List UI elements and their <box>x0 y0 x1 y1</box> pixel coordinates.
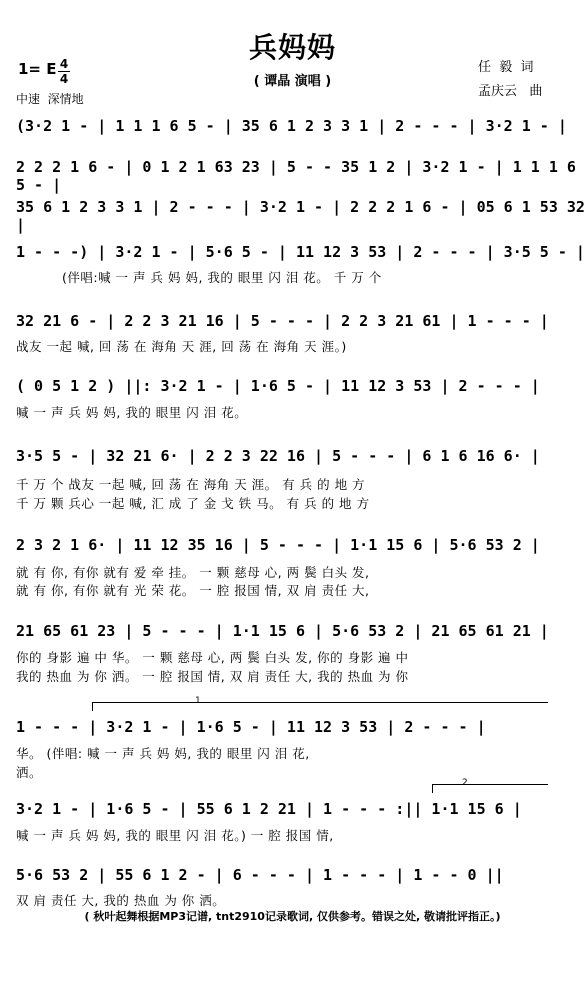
volta-first-ending <box>92 702 548 711</box>
tempo-marking: 中速 深情地 <box>16 92 84 106</box>
score-row-9-lyrics-2: 我的 热血 为 你 洒。 一 腔 报国 情, 双 肩 责任 大, 我的 热血 为 你 <box>16 669 409 684</box>
time-signature-bottom: 4 <box>59 72 69 86</box>
singer-credit: ( 谭晶 演唱 ) <box>253 74 332 89</box>
key-signature: 1= E <box>18 60 57 78</box>
transcription-note: ( 秋叶起舞根据MP3记谱, tnt2910记录歌词, 仅供参考。错误之处, 敬请批评指正。) <box>84 910 501 923</box>
time-signature-top: 4 <box>59 57 69 71</box>
score-row-12-lyrics-1: 双 肩 责任 大, 我的 热血 为 你 洒。 <box>16 893 226 908</box>
lyricist-credit: 任 毅 词 <box>478 60 534 75</box>
score-row-9-lyrics-1: 你的 身影 遍 中 华。 一 颗 慈母 心, 两 鬓 白头 发, 你的 身影 遍 中 <box>16 650 409 665</box>
score-row-5-notes: 32 21 6 - | 2 2 3 21 16 | 5 - - - | 2 2 3 21 61 | 1 - - - | <box>16 312 549 330</box>
score-row-4-lyrics-1: (伴唱:喊 一 声 兵 妈 妈, 我的 眼里 闪 泪 花。 千 万 个 <box>62 270 382 285</box>
score-row-9-notes: 21 65 61 23 | 5 - - - | 1·1 15 6 | 5·6 53 2 | 21 65 61 21 | <box>16 622 549 640</box>
volta-first-number: 1 <box>195 696 201 706</box>
score-row-12-notes: 5·6 53 2 | 55 6 1 2 - | 6 - - - | 1 - - - | 1 - - 0 || <box>16 866 504 884</box>
score-row-5-lyrics-1: 战友 一起 喊, 回 荡 在 海角 天 涯, 回 荡 在 海角 天 涯。) <box>16 339 347 354</box>
score-row-8-lyrics-2: 就 有 你, 有你 就有 光 荣 花。 一 腔 报国 情, 双 肩 责任 大, <box>16 583 370 598</box>
score-row-6-notes: ( 0 5 1 2 ) ||: 3·2 1 - | 1·6 5 - | 11 12 3 53 | 2 - - - | <box>16 377 540 395</box>
score-row-10-lyrics-2: 洒。 <box>16 765 43 780</box>
song-title: 兵妈妈 <box>248 31 336 64</box>
composer-credit: 孟庆云 曲 <box>478 84 543 99</box>
score-row-8-notes: 2 3 2 1 6· | 11 12 35 16 | 5 - - - | 1·1 15 6 | 5·6 53 2 | <box>16 536 540 554</box>
time-signature <box>58 58 70 85</box>
volta-second-number: 2 <box>462 778 468 788</box>
score-row-3-notes: 35 6 1 2 3 3 1 | 2 - - - | 3·2 1 - | 2 2 2 1 6 - | 05 6 1 53 32 | <box>16 198 585 234</box>
score-row-7-lyrics-1: 千 万 个 战友 一起 喊, 回 荡 在 海角 天 涯。 有 兵 的 地 方 <box>16 477 366 492</box>
score-row-11-notes: 3·2 1 - | 1·6 5 - | 55 6 1 2 21 | 1 - - - :|| 1·1 15 6 | <box>16 800 522 818</box>
score-row-10-notes: 1 - - - | 3·2 1 - | 1·6 5 - | 11 12 3 53 | 2 - - - | <box>16 718 486 736</box>
volta-second-ending <box>432 784 548 793</box>
score-row-6-lyrics-1: 喊 一 声 兵 妈 妈, 我的 眼里 闪 泪 花。 <box>16 405 248 420</box>
score-row-2-notes: 2 2 2 1 6 - | 0 1 2 1 63 23 | 5 - - 35 1 2 | 3·2 1 - | 1 1 1 6 5 - | <box>16 158 576 194</box>
score-row-4-notes: 1 - - -) | 3·2 1 - | 5·6 5 - | 11 12 3 53 | 2 - - - | 3·5 5 - | <box>16 243 585 261</box>
score-row-8-lyrics-1: 就 有 你, 有你 就有 爱 牵 挂。 一 颗 慈母 心, 两 鬓 白头 发, <box>16 565 370 580</box>
score-row-7-lyrics-2: 千 万 颗 兵心 一起 喊, 汇 成 了 金 戈 铁 马。 有 兵 的 地 方 <box>16 496 370 511</box>
score-row-10-lyrics-1: 华。 (伴唱: 喊 一 声 兵 妈 妈, 我的 眼里 闪 泪 花, <box>16 746 310 761</box>
score-row-1-notes: (3·2 1 - | 1 1 1 6 5 - | 35 6 1 2 3 3 1 | 2 - - - | 3·2 1 - | <box>16 117 567 135</box>
score-row-11-lyrics-1: 喊 一 声 兵 妈 妈, 我的 眼里 闪 泪 花。) 一 腔 报国 情, <box>16 828 334 843</box>
score-row-7-notes: 3·5 5 - | 32 21 6· | 2 2 3 22 16 | 5 - - - | 6 1 6 16 6· | <box>16 447 540 465</box>
